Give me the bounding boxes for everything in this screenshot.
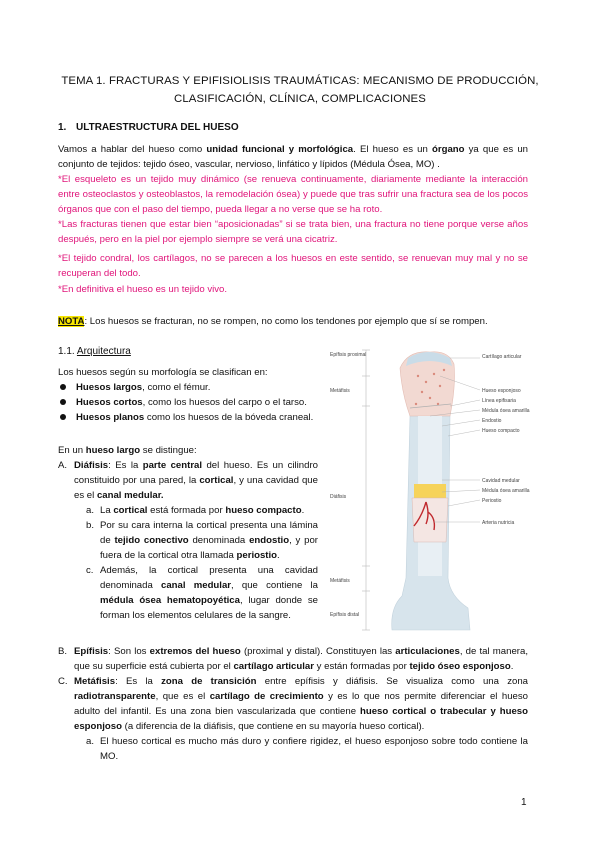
classify-text: Los huesos según su morfología se clasifican en: xyxy=(58,367,268,378)
long-bone-section xyxy=(58,443,318,623)
metafisis-text xyxy=(58,674,528,734)
label-yellow-marrow-2: Médula ósea amarilla xyxy=(482,488,530,494)
text: , lugar donde se forman los elementos celulares de la sangre. xyxy=(100,595,319,621)
intro-bold: unidad funcional y morfológica xyxy=(206,144,354,155)
text: Por su cara interna la cortical presenta una lámina de xyxy=(100,520,318,546)
text-bold: extremos del hueso xyxy=(149,646,241,657)
text: y están formadas por xyxy=(313,661,410,672)
list-marker: B. xyxy=(58,646,68,657)
epifisis-text xyxy=(58,644,528,674)
text: y es lo que nos permite diferenciar el hueso adulto del infantil. Es una zona bien vascularizada que contiene xyxy=(74,691,529,717)
epifisis-item xyxy=(58,644,528,764)
text-bold: cortical xyxy=(199,475,234,486)
text-bold: endostio xyxy=(249,535,290,546)
list-marker: A. xyxy=(58,460,68,471)
nota-paragraph xyxy=(58,314,528,329)
diafisis-item xyxy=(58,458,318,503)
label-medullary-cavity: Cavidad medular xyxy=(482,478,520,484)
intro-text: . El hueso es un xyxy=(353,144,432,155)
text-bold: radiotransparente xyxy=(74,691,156,702)
page-number: 1 xyxy=(521,797,527,808)
term: Metáfisis xyxy=(74,676,116,687)
note-4: *En definitiva el hueso es un tejido vivo. xyxy=(58,284,228,295)
title-line-1: TEMA 1. FRACTURAS Y EPIFISIOLISIS TRAUMÁTICAS: MECANISMO DE PRODUCCIÓN, xyxy=(61,75,539,87)
bone-classification xyxy=(58,365,318,425)
subsection-title: Arquitectura xyxy=(76,346,131,357)
document-title xyxy=(60,72,540,108)
text: . xyxy=(301,505,305,516)
text-bold: tejido conectivo xyxy=(114,535,189,546)
text: , y por fuera de la cortical otra llamada xyxy=(100,535,318,561)
item-bold: Huesos planos xyxy=(76,412,145,423)
text-bold: parte central xyxy=(142,460,203,471)
label-nutrient-artery: Arteria nutricia xyxy=(482,520,515,526)
text-bold: cartílago articular xyxy=(233,661,314,672)
yellow-marrow xyxy=(414,484,446,498)
term: Epífisis xyxy=(74,646,109,657)
label-compact-bone: Hueso compacto xyxy=(482,428,520,434)
label-epiphysis-distal: Epífisis distal xyxy=(330,612,360,618)
text: (proximal y distal). Constituyen las xyxy=(240,646,396,657)
text: , que contiene la xyxy=(231,580,318,591)
text-bold: hueso cortical o trabecular y hueso esponjoso xyxy=(74,706,529,732)
subsection-heading xyxy=(58,346,131,357)
item-text: , como los huesos del carpo o el tarso. xyxy=(142,397,307,408)
label-endosteum: Endostio xyxy=(482,418,502,424)
list-marker: b. xyxy=(86,520,95,531)
bullet-icon xyxy=(60,384,66,390)
diafisis-subitem-b xyxy=(58,518,318,563)
label-periosteum: Periostio xyxy=(482,498,502,504)
text-bold: médula ósea hematopoyética xyxy=(100,595,240,606)
text-bold: periostio xyxy=(236,550,278,561)
term: Diáfisis xyxy=(74,460,109,471)
label-articular-cartilage: Cartílago articular xyxy=(482,354,522,360)
intro-text: Vamos a hablar del hueso como xyxy=(58,144,207,155)
label-epiphysis-proximal: Epífisis proximal xyxy=(330,352,367,358)
list-item xyxy=(58,380,318,395)
text: , que es el xyxy=(155,691,210,702)
intro-bold: órgano xyxy=(431,144,465,155)
list-marker: C. xyxy=(58,676,68,687)
text: La xyxy=(100,505,114,516)
bullet-icon xyxy=(60,399,66,405)
text: : Son los xyxy=(108,646,150,657)
text-bold: canal medular xyxy=(161,580,232,591)
subsection-number: 1.1. xyxy=(58,346,75,357)
text-bold: canal medular. xyxy=(96,490,164,501)
text: entre epífisis y diáfisis. Se visualiza como una zona xyxy=(256,676,528,687)
note-1: *El esqueleto es un tejido muy dinámico (se renueva continuamente, diariamente mediante la interacción entre osteoclastos y osteoblastos, la remodelación ósea) y puede que tras sufrir una fractura sea de los pocos órganos que con el paso del tiempo, pueda llegar a no verse que se ha roto. xyxy=(58,174,528,215)
text-bold: hueso compacto xyxy=(225,505,302,516)
text: : Es la xyxy=(115,676,162,687)
text: (a diferencia de la diáfisis, que contiene en su mayoría hueso cortical). xyxy=(121,721,425,732)
text: del hueso. Es un cilindro constituido por una pared, la xyxy=(74,460,318,486)
text-bold: cortical xyxy=(113,505,148,516)
section-title: ULTRAESTRUCTURA DEL HUESO xyxy=(76,122,239,133)
label-yellow-marrow: Médula ósea amarilla xyxy=(482,408,530,414)
intro-paragraph xyxy=(58,142,528,172)
label-diaphysis: Diáfisis xyxy=(330,494,347,500)
list-item xyxy=(58,395,318,410)
text: El hueso cortical es mucho más duro y confiere rigidez, el hueso esponjoso sobre todo contiene la MO. xyxy=(100,736,528,762)
text-bold: hueso largo xyxy=(85,445,141,456)
label-spongy-bone: Hueso esponjoso xyxy=(482,388,521,394)
item-text: como los huesos de la bóveda craneal. xyxy=(144,412,314,423)
long-bone-figure xyxy=(330,346,530,636)
diafisis-subitem-a xyxy=(58,503,318,518)
item-text: , como el fémur. xyxy=(142,382,211,393)
list-marker: a. xyxy=(86,736,95,747)
metafisis-subitem-a xyxy=(58,734,528,764)
label-metaphysis-bottom: Metáfisis xyxy=(330,578,350,584)
diafisis-subitem-c xyxy=(58,563,318,623)
text: se distingue: xyxy=(140,445,197,456)
nota-label: NOTA xyxy=(58,316,85,327)
item-bold: Huesos largos xyxy=(76,382,143,393)
text: , de tal manera, que su superficie está cubierta por el xyxy=(74,646,529,672)
bullet-icon xyxy=(60,414,66,420)
text: : Es la xyxy=(108,460,143,471)
text-bold: zona de transición xyxy=(161,676,257,687)
item-bold: Huesos cortos xyxy=(76,397,143,408)
note-2: *Las fracturas tienen que estar bien “aposicionadas” si se trata bien, una fractura no tiene porque verse años después, pero en la piel por ejemplo siempre se verá una cicatriz. xyxy=(58,219,528,245)
text: está formada por xyxy=(147,505,226,516)
list-marker: c. xyxy=(86,565,94,576)
list-marker: a. xyxy=(86,505,95,516)
text: En un xyxy=(58,445,86,456)
title-line-2: CLASIFICACIÓN, CLÍNICA, COMPLICACIONES xyxy=(174,93,426,105)
text-bold: cartílago de crecimiento xyxy=(209,691,324,702)
section-number: 1. xyxy=(58,122,67,133)
intro-text: ya que es un conjunto de tejidos: tejido óseo, vascular, nervioso, linfático y lípidos (Médula Ósea, MO) . xyxy=(58,144,529,170)
text-bold: tejido óseo esponjoso xyxy=(409,661,511,672)
long-bone-intro xyxy=(58,443,318,458)
text: denominada xyxy=(188,535,250,546)
text: , y una cavidad que es el xyxy=(74,475,318,501)
text: Además, la cortical presenta una cavidad denominada xyxy=(100,565,318,591)
text: . xyxy=(277,550,280,561)
text-bold: articulaciones xyxy=(395,646,460,657)
label-epiphyseal-line: Línea epifisaria xyxy=(482,398,516,404)
section-heading xyxy=(58,122,239,133)
label-metaphysis-top: Metáfisis xyxy=(330,388,350,394)
list-item xyxy=(58,410,318,425)
note-3: *El tejido condral, los cartílagos, no se parecen a los huesos en este sentido, se renuevan muy mal y no se recuperan del todo. xyxy=(58,253,528,279)
text: . xyxy=(510,661,514,672)
nota-text: : Los huesos se fracturan, no se rompen, no como los tendones por ejemplo que sí se rompen. xyxy=(84,316,488,327)
